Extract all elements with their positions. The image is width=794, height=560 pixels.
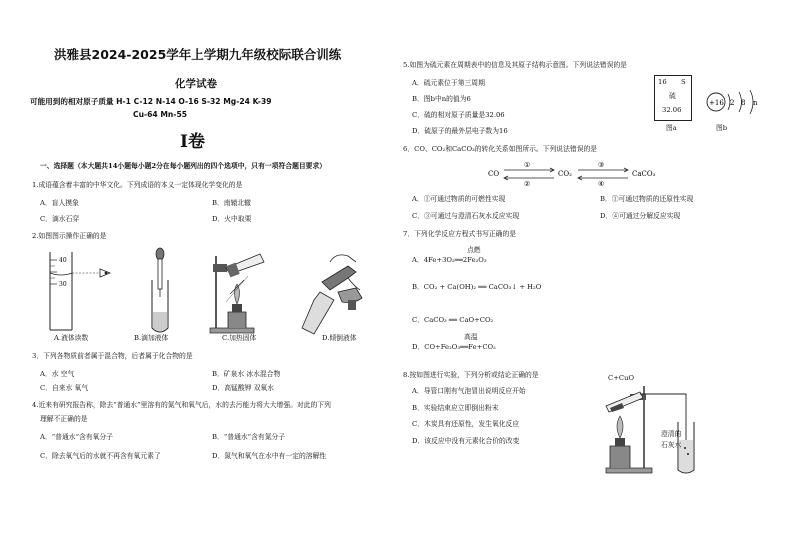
- shell-3-electrons: n: [753, 99, 758, 107]
- q7-a-condition: 点燃: [467, 246, 481, 254]
- shell-2-electrons: 8: [741, 99, 746, 107]
- q1-option-a: A．盲人摸象: [40, 199, 79, 207]
- q4-option-b: B．“普通水”含有氮分子: [212, 433, 286, 441]
- atomic-mass-line-1: 可能用到的相对原子质量 H-1 C-12 N-14 O-16 S-32 Mg-24 K-39: [30, 97, 272, 106]
- diagram-co2: CO₂: [558, 170, 572, 178]
- q8-option-d: D．该反应中没有元素化合价的改变: [412, 437, 520, 445]
- q3-option-a: A．水 空气: [40, 370, 75, 378]
- q7-d-condition: 高温: [464, 333, 478, 341]
- q8-limewater-label-2: 石灰水: [661, 441, 682, 449]
- q5-option-d: D．硫原子的最外层电子数为16: [412, 127, 508, 135]
- q5-stem: 5.如图为硫元素在周期表中的信息及其原子结构示意图。下列说法错误的是: [403, 61, 627, 69]
- q6-option-b: B．①可通过物质的还原性实现: [600, 195, 694, 203]
- nucleus-charge: +16: [709, 99, 724, 107]
- element-mass: 32.06: [662, 106, 682, 114]
- graduated-cylinder-figure: [50, 252, 110, 330]
- q8-apparatus-figure: [600, 382, 710, 478]
- diagram-caco3: CaCO₃: [632, 170, 656, 178]
- q2-option-b: B.滴加液体: [134, 334, 169, 342]
- part-one-heading: I卷: [180, 132, 205, 152]
- diagram-label-4: ④: [598, 180, 605, 186]
- pouring-liquid-figure: [302, 255, 362, 334]
- dropper-figure: [152, 248, 168, 332]
- q1-option-c: C．滴水石穿: [40, 215, 80, 223]
- q6-stem: 6．CO、CO₂和CaCO₃的转化关系如图所示。下列说法错误的是: [403, 145, 598, 153]
- q6-option-a: A．①可通过物质的可燃性实现: [412, 195, 506, 203]
- q7-option-d: D．CO+Fe₂O₃══Fe+CO₂: [412, 343, 496, 351]
- q2-stem: 2.如图图示操作正确的是: [32, 232, 107, 240]
- q8-figure-label: C+CuO: [608, 374, 635, 382]
- diagram-label-2: ②: [524, 180, 531, 186]
- q6-option-c: C．③可通过与澄清石灰水反应实现: [412, 212, 520, 220]
- q2-figures: [30, 242, 390, 338]
- fig-b-label: 图b: [716, 124, 728, 132]
- element-number: 16: [658, 78, 667, 86]
- q8-option-c: C．木炭具有还原性，发生氧化反应: [412, 420, 520, 428]
- q1-option-b: B．南辕北辙: [212, 199, 251, 207]
- scale-mark-30: 30: [59, 281, 67, 288]
- q3-stem: 3．下列各物质前者属于混合物，后者属于化合物的是: [32, 352, 193, 360]
- q4-stem: 4.近来有研究报告称，除去“普通水”里溶有的氮气和氧气后，水的去污能力将大大增强。对此的下列: [32, 401, 331, 409]
- q6-option-d: D．④可通过分解反应实现: [600, 212, 681, 220]
- q5-option-c: C．硫的相对原子质量是32.06: [412, 111, 505, 119]
- exam-subtitle: 化学试卷: [175, 78, 217, 90]
- atomic-mass-line-2: Cu-64 Mn-55: [133, 110, 188, 119]
- q3-option-d: D．高锰酸钾 双氧水: [212, 384, 274, 392]
- exam-title: 洪雅县2024-2025学年上学期九年级校际联合训练: [54, 47, 342, 62]
- q7-option-a: A．4Fe+3O₂══2Fe₂O₃: [412, 256, 487, 264]
- diagram-label-1: ①: [524, 161, 531, 169]
- fig-a-label: 图a: [666, 124, 677, 132]
- shell-1-electrons: 2: [730, 99, 735, 107]
- heating-solid-figure: [210, 254, 264, 333]
- q2-option-a: A.液体读数: [54, 334, 89, 342]
- q5-option-b: B．图b中n的值为6: [412, 95, 471, 103]
- q2-option-c: C.加热固体: [222, 334, 257, 342]
- q3-option-c: C．自来水 氧气: [40, 384, 89, 392]
- q2-option-d: D.倾倒液体: [322, 334, 357, 342]
- section-heading: 一、选择题（本大题共14小题每小题2分在每小题列出的四个选项中，只有一项符合题目要求）: [40, 162, 327, 170]
- q8-option-a: A．导管口刚有气泡冒出说明反应开始: [412, 387, 526, 395]
- element-name: 硫: [669, 92, 676, 100]
- q4-option-c: C．除去氧气后的水就不再含有氧元素了: [40, 452, 161, 460]
- q1-stem: 1.成语蕴含着丰富的中华文化。下列成语的本义一定体现化学变化的是: [32, 181, 243, 189]
- sulfur-atom-structure: [706, 84, 772, 120]
- q4-option-a: A．“普通水”含有氧分子: [40, 433, 114, 441]
- q1-option-d: D．火中取栗: [212, 215, 252, 223]
- q7-option-b: B．CO₂ + Ca(OH)₂ ══ CaCO₃↓ + H₂O: [412, 283, 542, 291]
- q8-option-b: B．实验结束应立即倒出粉末: [412, 404, 499, 412]
- sulfur-element-card: [654, 75, 692, 121]
- q7-stem: 7．下列化学反应方程式书写正确的是: [403, 230, 517, 238]
- q3-option-b: B．矿泉水 冰水混合物: [212, 370, 281, 378]
- q7-option-c: C．CaCO₃ ══ CaO+CO₂: [412, 316, 494, 324]
- diagram-label-3: ③: [598, 161, 605, 169]
- q4-option-d: D．氮气和氧气在水中有一定的溶解性: [212, 452, 327, 460]
- q6-conversion-diagram: [486, 158, 696, 186]
- diagram-co: CO: [488, 170, 500, 178]
- q5-option-a: A．硫元素位于第三周期: [412, 79, 485, 87]
- q8-limewater-label-1: 澄清的: [661, 430, 682, 438]
- q8-stem: 8.按如图进行实验，下列分析或结论正确的是: [403, 371, 539, 379]
- scale-mark-40: 40: [59, 257, 67, 264]
- element-symbol: S: [681, 78, 686, 86]
- q4-stem-continued: 理解不正确的是: [40, 415, 88, 423]
